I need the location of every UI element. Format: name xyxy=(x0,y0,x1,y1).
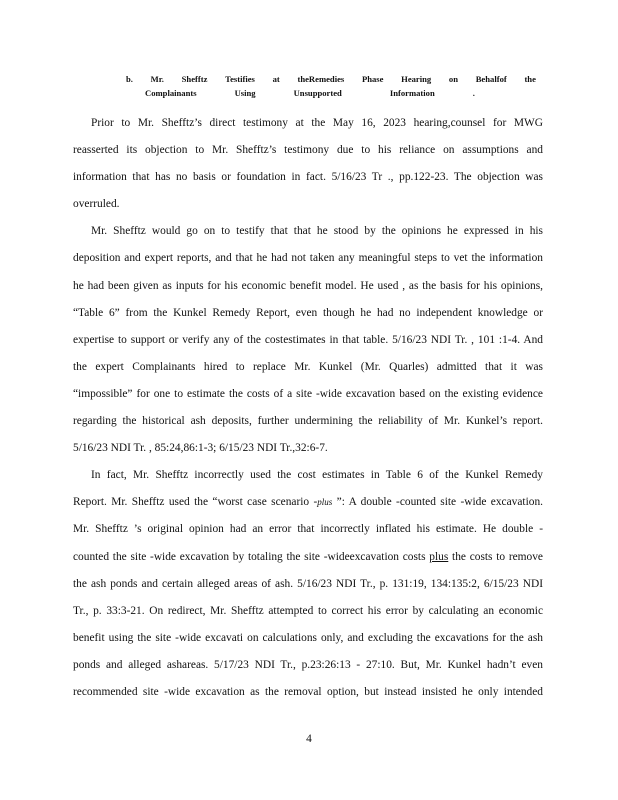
heading-word: Complainants xyxy=(145,88,197,98)
heading-word: theRemedies xyxy=(297,74,345,84)
paragraph-2 xyxy=(73,218,543,462)
text-line: Mr. Shefftz would go on to testify that that he stood by the opinions he expressed in his xyxy=(91,225,543,238)
text-line: information that has no basis or foundation in fact. 5/16/23 Tr ., pp.122-23. The objection was xyxy=(73,171,543,184)
text-line: the ash ponds and certain alleged areas of ash. 5/16/23 NDI Tr., p. 131:19, 134:135:2, 6/15/23 NDI xyxy=(73,577,543,590)
text-line: “impossible” for one to estimate the costs of a site -wide excavation based on the existing evidence xyxy=(73,387,543,400)
text-line: expertise to support or verify any of the costestimates in that table. 5/16/23 NDI Tr. , 101 :1-4. And xyxy=(73,333,543,346)
heading-word: Using xyxy=(234,88,256,98)
text-segment: Report. Mr. Shefftz used the “worst case scenario - xyxy=(73,496,318,509)
text-line: ponds and alleged ashareas. 5/17/23 NDI Tr., p.23:26:13 - 27:10. But, Mr. Kunkel hadn’t even xyxy=(73,658,543,671)
body-text xyxy=(73,110,543,706)
text-line: reasserted its objection to Mr. Shefftz’s testimony due to his reliance on assumptions and xyxy=(73,144,543,157)
text-line: deposition and expert reports, and that he had not taken any meaningful steps to vet the information xyxy=(73,252,543,265)
text-line: recommended site -wide excavation as the removal option, but instead insisted he only intended xyxy=(73,685,543,698)
text-line: In fact, Mr. Shefftz incorrectly used the cost estimates in Table 6 of the Kunkel Remedy xyxy=(91,469,543,482)
heading-word: Unsupported xyxy=(293,88,342,98)
heading-word: Behalfof xyxy=(475,74,507,84)
page-number: 4 xyxy=(306,733,312,745)
section-heading xyxy=(126,72,536,100)
text-line: Mr. Shefftz ’s original opinion had an error that incorrectly inflated his estimate. He double - xyxy=(73,523,543,536)
heading-word: Hearing xyxy=(401,74,432,84)
heading-word: at xyxy=(272,74,280,84)
heading-word: Phase xyxy=(361,74,384,84)
underlined-plus: plus xyxy=(429,550,449,563)
paragraph-3 xyxy=(73,462,543,706)
text-line xyxy=(73,544,543,571)
paragraph-1 xyxy=(73,110,543,218)
text-line: he had been given as inputs for his economic benefit model. He used , as the basis for his opinions, xyxy=(73,279,543,292)
text-line: overruled. xyxy=(73,198,120,211)
heading-word: Information xyxy=(389,88,435,98)
heading-word: the xyxy=(524,74,536,84)
heading-line-1 xyxy=(126,72,536,86)
heading-word: Testifies xyxy=(225,74,255,84)
heading-word: b. xyxy=(126,74,133,84)
text-line: Prior to Mr. Shefftz’s direct testimony at the May 16, 2023 hearing,counsel for MWG xyxy=(91,117,543,129)
italic-plus: plus xyxy=(317,497,333,508)
text-line: “Table 6” from the Kunkel Remedy Report, even though he had no independent knowledge or xyxy=(73,306,543,319)
heading-word: Shefftz xyxy=(181,74,208,84)
text-line: Tr., p. 33:3-21. On redirect, Mr. Shefftz attempted to correct his error by calculating an economic xyxy=(73,604,543,617)
text-line: the expert Complainants hired to replace Mr. Kunkel (Mr. Quarles) admitted that it was xyxy=(73,360,543,373)
heading-word: . xyxy=(472,88,475,98)
heading-word: on xyxy=(448,74,458,84)
text-line: regarding the historical ash deposits, further undermining the reliability of Mr. Kunkel’s report. xyxy=(73,415,543,428)
text-line xyxy=(73,489,543,516)
text-line: 5/16/23 NDI Tr. , 85:24,86:1-3; 6/15/23 NDI Tr.,32:6-7. xyxy=(73,442,328,455)
heading-line-2 xyxy=(126,86,536,100)
text-line: benefit using the site -wide excavati on calculations only, and excluding the excavations for the ash xyxy=(73,631,543,644)
text-segment: counted the site -wide excavation by totaling the site -wideexcavation costs xyxy=(73,550,430,563)
text-segment: the costs to remove xyxy=(448,550,543,563)
text-segment: ”: A double -counted site -wide excavation. xyxy=(332,496,543,509)
heading-word: Mr. xyxy=(150,74,164,84)
